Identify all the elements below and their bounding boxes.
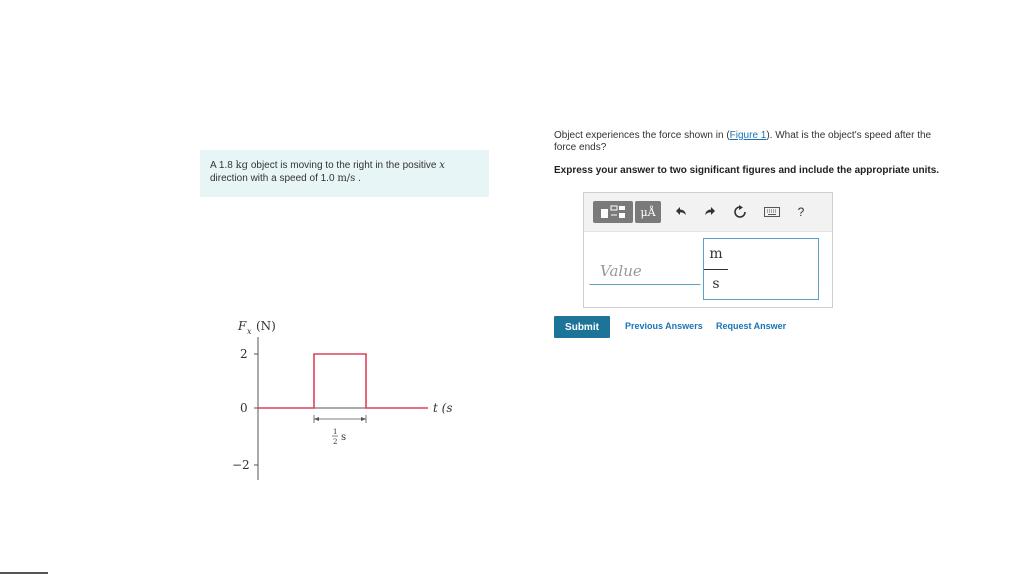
time-axis-label: t (s (433, 401, 453, 415)
force-graph (220, 315, 480, 495)
question-before: Object experiences the force shown in ( (554, 130, 730, 141)
problem-text-2: object is moving to the right in the positive (248, 160, 440, 171)
question-after: ). What is the object's speed after the force ends? (554, 130, 932, 153)
unit-numerator: m (709, 246, 723, 262)
answer-panel (583, 192, 833, 308)
unit-kg: kg (235, 160, 249, 171)
problem-text-1: A 1.8 (210, 160, 236, 171)
redo-icon[interactable] (701, 201, 719, 223)
submit-button[interactable]: Submit (554, 316, 610, 338)
tick-label-2: 2 (240, 347, 248, 361)
speed-unit: m/s (337, 173, 356, 184)
reset-icon[interactable] (731, 201, 749, 223)
undo-icon[interactable] (672, 201, 690, 223)
problem-statement (200, 150, 489, 197)
help-icon[interactable] (793, 201, 809, 223)
tick-label-neg2: −2 (232, 458, 250, 472)
request-answer-link[interactable]: Request Answer (716, 321, 787, 331)
question-text (554, 130, 954, 154)
instruction-text: Express your answer to two significant figures and include the appropriate units. (554, 165, 940, 176)
force-axis-label: F (238, 319, 247, 333)
value-input[interactable] (589, 255, 701, 285)
problem-text-4: . (355, 173, 361, 184)
tick-label-0: 0 (240, 401, 248, 415)
pulse-unit: s (341, 432, 347, 443)
math-toolbar (584, 193, 832, 232)
unit-denominator: s (712, 276, 720, 292)
force-time-figure (220, 315, 480, 495)
template-icon[interactable] (593, 201, 633, 223)
pulse-fraction-num: 1 (333, 428, 338, 436)
units-icon[interactable] (635, 201, 661, 223)
pulse-fraction-den: 2 (333, 438, 338, 446)
units-symbol: μÅ (640, 205, 656, 219)
keyboard-icon[interactable] (761, 201, 783, 223)
help-label: ? (797, 205, 805, 219)
unit-fraction (704, 239, 728, 301)
previous-answers-link[interactable]: Previous Answers (625, 321, 703, 331)
variable-x: x (439, 160, 445, 171)
force-axis-sub: x (247, 327, 252, 336)
bottom-scroll-indicator (0, 572, 48, 574)
unit-fraction-bar (704, 269, 728, 270)
force-axis-unit: (N) (256, 319, 276, 333)
figure-link[interactable]: Figure 1 (729, 130, 767, 141)
force-pulse (258, 354, 428, 408)
problem-text-3: direction with a speed of 1.0 (210, 173, 338, 184)
units-input[interactable] (703, 238, 819, 300)
